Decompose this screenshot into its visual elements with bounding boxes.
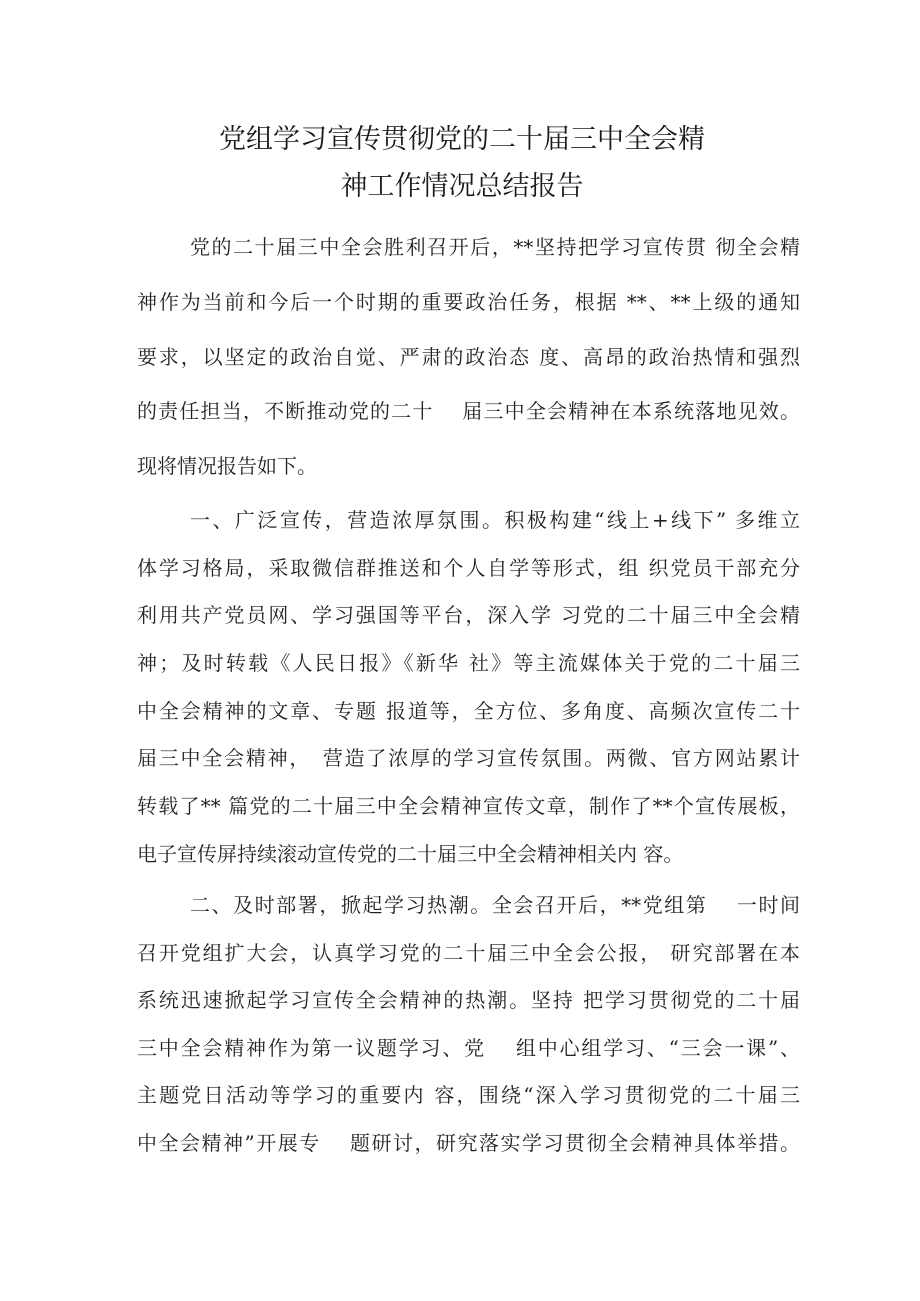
document-title xyxy=(0,116,920,210)
paragraph-line: 中全会精神”开展专 题研讨，研究落实学习贯彻全会精神具体举措。 xyxy=(137,1130,800,1155)
paragraph-line: 的责任担当，不断推动党的二十 届三中全会精神在本系统落地见效。 xyxy=(137,399,800,424)
title-line-2: 神工作情况总结报告 xyxy=(340,171,584,202)
paragraph-line: 神；及时转载《人民日报》《新华 社》等主流媒体关于党的二十届三 xyxy=(137,651,800,676)
title-line-1: 党组学习宣传贯彻党的二十届三中全会精 xyxy=(219,124,705,155)
paragraph-line: 届三中全会精神， 营造了浓厚的学习宣传氛围。两微、官方网站累计 xyxy=(137,746,800,771)
paragraph-line: 利用共产党员网、学习强国等平台，深入学 习党的二十届三中全会精 xyxy=(137,603,800,628)
paragraph-line: 一、广泛宣传，营造浓厚氛围。积极构建“线上+线下” 多维立 xyxy=(190,508,800,532)
paragraph-line: 要求，以坚定的政治自觉、严肃的政治态 度、高昂的政治热情和强烈 xyxy=(137,344,800,369)
paragraph-section-2 xyxy=(137,882,800,1168)
paragraph-line: 电子宣传屏持续滚动宣传党的二十届三中全会精神相关内 容。 xyxy=(137,841,684,866)
paragraph-line: 神作为当前和今后一个时期的重要政治任务，根据 **、**上级的通知 xyxy=(137,289,800,314)
paragraph-line: 系统迅速掀起学习宣传全会精神的热潮。坚持 把学习贯彻党的二十届 xyxy=(137,988,800,1013)
paragraph-section-1 xyxy=(137,497,800,879)
paragraph-line: 体学习格局，采取微信群推送和个人自学等形式，组 织党员干部充分 xyxy=(137,555,800,580)
paragraph-intro xyxy=(137,220,800,494)
paragraph-line: 党的二十届三中全会胜利召开后，**坚持把学习宣传贯 彻全会精 xyxy=(190,235,800,259)
paragraph-line: 现将情况报告如下。 xyxy=(137,454,317,478)
paragraph-line: 召开党组扩大会，认真学习党的二十届三中全会公报， 研究部署在本 xyxy=(137,940,800,965)
paragraph-line: 主题党日活动等学习的重要内 容，围绕“深入学习贯彻党的二十届三 xyxy=(137,1083,800,1108)
paragraph-line: 转载了** 篇党的二十届三中全会精神宣传文章，制作了**个宣传展板， xyxy=(137,794,800,819)
paragraph-line: 三中全会精神作为第一议题学习、党 组中心组学习、“三会一课”、 xyxy=(137,1035,800,1060)
paragraph-line: 中全会精神的文章、专题 报道等，全方位、多角度、高频次宣传二十 xyxy=(137,698,800,723)
paragraph-line: 二、及时部署，掀起学习热潮。全会召开后，**党组第 一时间 xyxy=(190,893,800,917)
